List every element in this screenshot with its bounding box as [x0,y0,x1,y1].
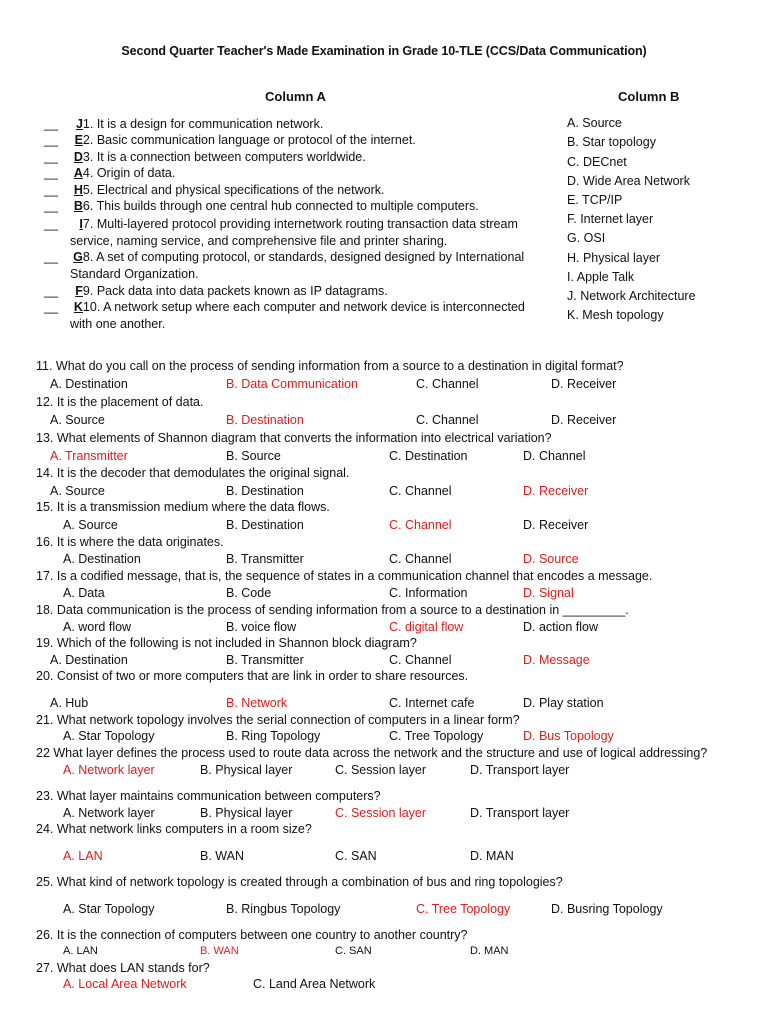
answer-option: A. Network layer [63,806,155,820]
answer-option: B. Code [226,586,272,600]
matching-item: __ B6. This builds through one central hub connected to multiple computers. [44,199,479,213]
column-b-item: K. Mesh topology [567,308,664,322]
column-b-item: A. Source [567,116,622,130]
answer-option: B. Ringbus Topology [226,902,341,916]
answer-option: C. Session layer [335,763,427,777]
answer-option: A. Star Topology [63,902,155,916]
answer-option-correct: A. Transmitter [50,449,128,463]
answer-option-correct: D. Bus Topology [523,729,614,743]
answer-option: B. Physical layer [200,763,293,777]
answer-option: D. Receiver [551,377,617,391]
answer-option: C. Destination [389,449,468,463]
answer-option: B. WAN [200,849,244,863]
question-text: 13. What elements of Shannon diagram that converts the information into electrical variation? [36,431,552,445]
answer-option: A. Source [50,484,105,498]
question-text: 18. Data communication is the process of sending information from a source to a destination in _________. [36,603,629,617]
answer-option: A. Destination [50,653,128,667]
question-text: 12. It is the placement of data. [36,395,204,409]
answer-option: C. Channel [416,377,479,391]
answer-option: C. Channel [416,413,479,427]
answer-option-correct: B. Data Communication [226,377,359,391]
matching-item: __ G8. A set of computing protocol, or standards, designed designed by International Standard Organization. [44,250,525,281]
question-text: 23. What layer maintains communication between computers? [36,789,381,803]
answer-option: D. Busring Topology [551,902,663,916]
answer-option: A. Data [63,586,105,600]
question-text: 20. Consist of two or more computers that are link in order to share resources. [36,669,469,683]
column-b-item: B. Star topology [567,135,656,149]
answer-option: D. Transport layer [470,806,570,820]
answer-option: A. Destination [63,552,141,566]
page-title: Second Quarter Teacher's Made Examination in Grade 10-TLE (CCS/Data Communication) [121,44,647,58]
answer-option: D. Receiver [523,518,589,532]
question-text: 16. It is where the data originates. [36,535,224,549]
answer-option: C. SAN [335,849,377,863]
question-text: 21. What network topology involves the serial connection of computers in a linear form? [36,713,520,727]
answer-option-correct: D. Source [523,552,579,566]
question-text: 14. It is the decoder that demodulates the original signal. [36,466,350,480]
matching-item: __ I7. Multi-layered protocol providing internetwork routing transaction data stream service, naming service, and comprehensive file and printer sharing. [44,217,518,248]
answer-option: D. Channel [523,449,586,463]
answer-option: D. action flow [523,620,599,634]
question-text: 26. It is the connection of computers between one country to another country? [36,928,468,942]
column-b-item: H. Physical layer [567,251,661,265]
answer-option: C. Channel [389,484,452,498]
answer-option: A. Source [50,413,105,427]
matching-item: __ J1. It is a design for communication network. [44,117,324,131]
answer-option-correct: D. Message [523,653,590,667]
column-a-heading: Column A [265,89,326,104]
answer-option: B. Source [226,449,281,463]
answer-option: B. Destination [226,484,304,498]
column-b-item: E. TCP/IP [567,193,623,207]
answer-option: A. Star Topology [63,729,155,743]
answer-option: C. SAN [335,945,372,957]
answer-option-correct: A. Local Area Network [63,977,187,991]
answer-option-correct: B. Network [226,696,288,710]
answer-option-correct: B. Destination [226,413,304,427]
column-b-item: D. Wide Area Network [567,174,690,188]
answer-option: D. Receiver [551,413,617,427]
answer-option: A. Source [63,518,118,532]
question-text: 27. What does LAN stands for? [36,961,210,975]
question-text: 22 What layer defines the process used to route data across the network and the structure and use of logical addressing? [36,746,708,760]
answer-option-correct: D. Receiver [523,484,589,498]
matching-item: __ A4. Origin of data. [44,166,176,180]
column-b-item: C. DECnet [567,155,627,169]
answer-option-correct: D. Signal [523,586,574,600]
answer-option: B. voice flow [226,620,297,634]
answer-option-correct: C. Channel [389,518,452,532]
answer-option-correct: C. Session layer [335,806,427,820]
matching-item: __ E2. Basic communication language or protocol of the internet. [44,133,416,147]
column-b-item: I. Apple Talk [567,270,635,284]
answer-option: D. MAN [470,945,509,957]
question-text: 17. Is a codified message, that is, the sequence of states in a communication channel that encodes a message. [36,569,653,583]
answer-option: D. Play station [523,696,604,710]
matching-item: __ K10. A network setup where each computer and network device is interconnected with one another. [44,300,525,331]
answer-option: A. word flow [63,620,132,634]
answer-option: B. Ring Topology [226,729,321,743]
matching-item: __ F9. Pack data into data packets known as IP datagrams. [44,284,388,298]
column-b-heading: Column B [618,89,680,104]
answer-option-correct: C. digital flow [389,620,464,634]
question-text: 11. What do you call on the process of sending information from a source to a destination in digital format? [36,359,624,373]
answer-option: C. Internet cafe [389,696,475,710]
question-text: 24. What network links computers in a room size? [36,822,312,836]
answer-option-correct: C. Tree Topology [416,902,511,916]
answer-option: D. MAN [470,849,514,863]
answer-option: B. Transmitter [226,552,304,566]
answer-option: D. Transport layer [470,763,570,777]
answer-option: C. Tree Topology [389,729,484,743]
answer-option-correct: A. LAN [63,849,103,863]
answer-option: A. Destination [50,377,128,391]
answer-option: C. Channel [389,552,452,566]
answer-option: A. LAN [63,945,98,957]
answer-option-correct: B. WAN [200,945,239,957]
answer-option: C. Channel [389,653,452,667]
answer-option-correct: A. Network layer [63,763,155,777]
answer-option: B. Transmitter [226,653,304,667]
answer-option: C. Information [389,586,468,600]
column-b-item: J. Network Architecture [567,289,696,303]
column-b-item: G. OSI [567,231,606,245]
question-text: 19. Which of the following is not included in Shannon block diagram? [36,636,417,650]
matching-item: __ D3. It is a connection between computers worldwide. [44,150,366,164]
matching-item: __ H5. Electrical and physical specifications of the network. [44,183,385,197]
question-text: 15. It is a transmission medium where the data flows. [36,500,330,514]
answer-option: C. Land Area Network [253,977,376,991]
answer-option: B. Destination [226,518,304,532]
answer-option: B. Physical layer [200,806,293,820]
column-b-item: F. Internet layer [567,212,654,226]
question-text: 25. What kind of network topology is created through a combination of bus and ring topologies? [36,875,563,889]
answer-option: A. Hub [50,696,89,710]
